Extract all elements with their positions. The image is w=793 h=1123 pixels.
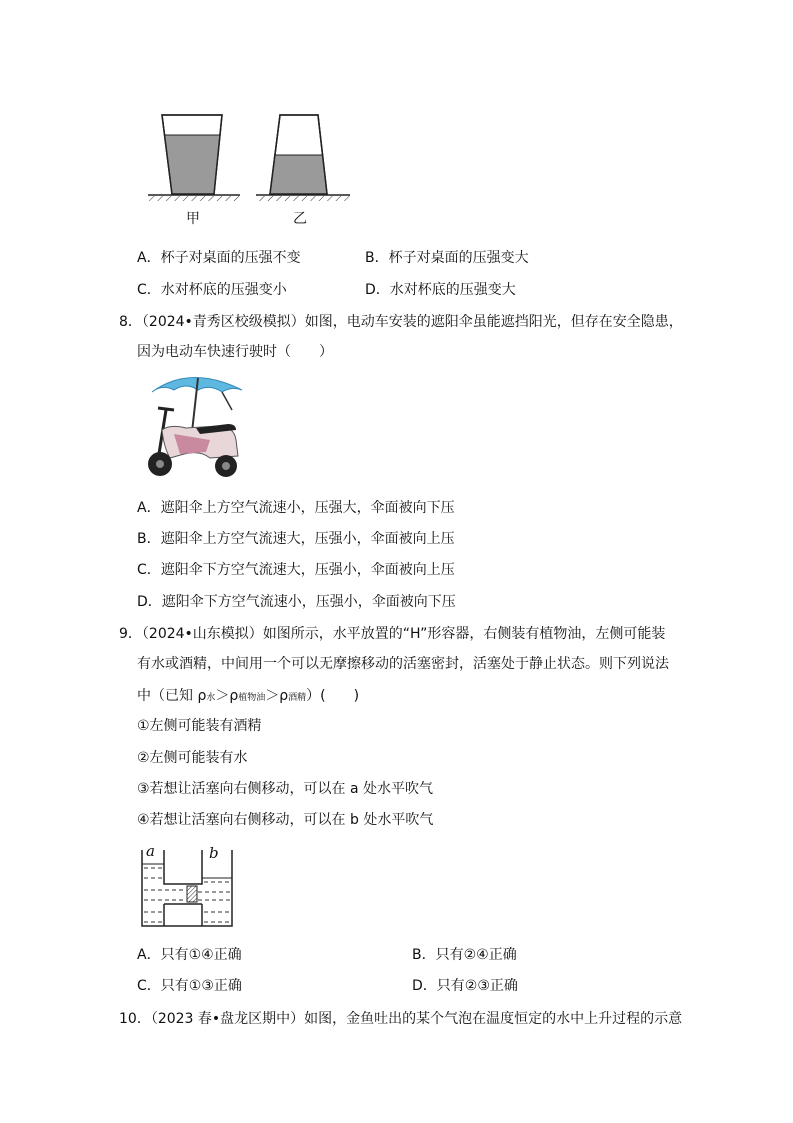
q9-stem-line1: 9．（2024•山东模拟）如图所示，水平放置的“H”形容器，右侧装有植物油，左侧可能装 xyxy=(119,626,666,642)
cup-label-jia: 甲 xyxy=(186,211,200,227)
q9-option-b: B．只有②④正确 xyxy=(412,947,517,963)
scooter-umbrella-figure xyxy=(140,370,250,482)
q9-gt2: ＞ρ xyxy=(265,688,289,704)
q9-sub-oil: 植物油 xyxy=(238,693,266,703)
h-label-a: a xyxy=(146,842,155,860)
q9-line3-suffix: ）( ) xyxy=(306,688,360,704)
q9-statement-2: ②左侧可能装有水 xyxy=(137,750,248,766)
q9-option-a: A．只有①④正确 xyxy=(137,947,242,963)
q9-stem-line2: 有水或酒精，中间用一个可以无摩擦移动的活塞密封，活塞处于静止状态。则下列说法 xyxy=(137,656,669,672)
h-label-b: b xyxy=(209,844,219,862)
q7-option-c: C．水对杯底的压强变小 xyxy=(137,282,287,298)
piston xyxy=(187,886,197,902)
q10-stem-line1: 10．（2023 春•盘龙区期中）如图，金鱼吐出的某个气泡在温度恒定的水中上升过程的示意 xyxy=(119,1011,683,1027)
cup-jia xyxy=(162,115,222,194)
q7-option-d: D．水对杯底的压强变大 xyxy=(365,282,516,298)
q9-option-c: C．只有①③正确 xyxy=(137,978,242,994)
q8-option-b: B．遮阳伞上方空气流速大，压强小，伞面被向上压 xyxy=(137,531,455,547)
cup-label-yi: 乙 xyxy=(293,211,307,227)
q9-gt1: ＞ρ xyxy=(215,688,239,704)
q9-stem-line3 xyxy=(137,686,359,708)
cup-yi xyxy=(270,115,327,194)
cups-figure xyxy=(140,108,370,228)
q9-line3-prefix: 中（已知 ρ xyxy=(137,688,207,704)
q8-option-c: C．遮阳伞下方空气流速大，压强小，伞面被向上压 xyxy=(137,562,455,578)
q8-stem-line2: 因为电动车快速行驶时（ ） xyxy=(137,344,333,360)
q9-statement-4: ④若想让活塞向右侧移动，可以在 b 处水平吹气 xyxy=(137,812,434,828)
q9-option-d: D．只有②③正确 xyxy=(412,978,518,994)
q7-option-b: B．杯子对桌面的压强变大 xyxy=(365,250,529,266)
q9-statement-1: ①左侧可能装有酒精 xyxy=(137,718,262,734)
q8-option-d: D．遮阳伞下方空气流速小，压强小，伞面被向下压 xyxy=(137,594,456,610)
q8-option-a: A．遮阳伞上方空气流速小，压强大，伞面被向下压 xyxy=(137,500,455,516)
q9-sub-alcohol: 酒精 xyxy=(288,693,307,703)
q8-stem-line1: 8．（2024•青秀区校级模拟）如图，电动车安装的遮阳伞虽能遮挡阳光，但存在安全隐患， xyxy=(119,314,683,330)
q7-option-a: A．杯子对桌面的压强不变 xyxy=(137,250,301,266)
q9-sub-water: 水 xyxy=(206,693,216,703)
q9-statement-3: ③若想让活塞向右侧移动，可以在 a 处水平吹气 xyxy=(137,781,434,797)
